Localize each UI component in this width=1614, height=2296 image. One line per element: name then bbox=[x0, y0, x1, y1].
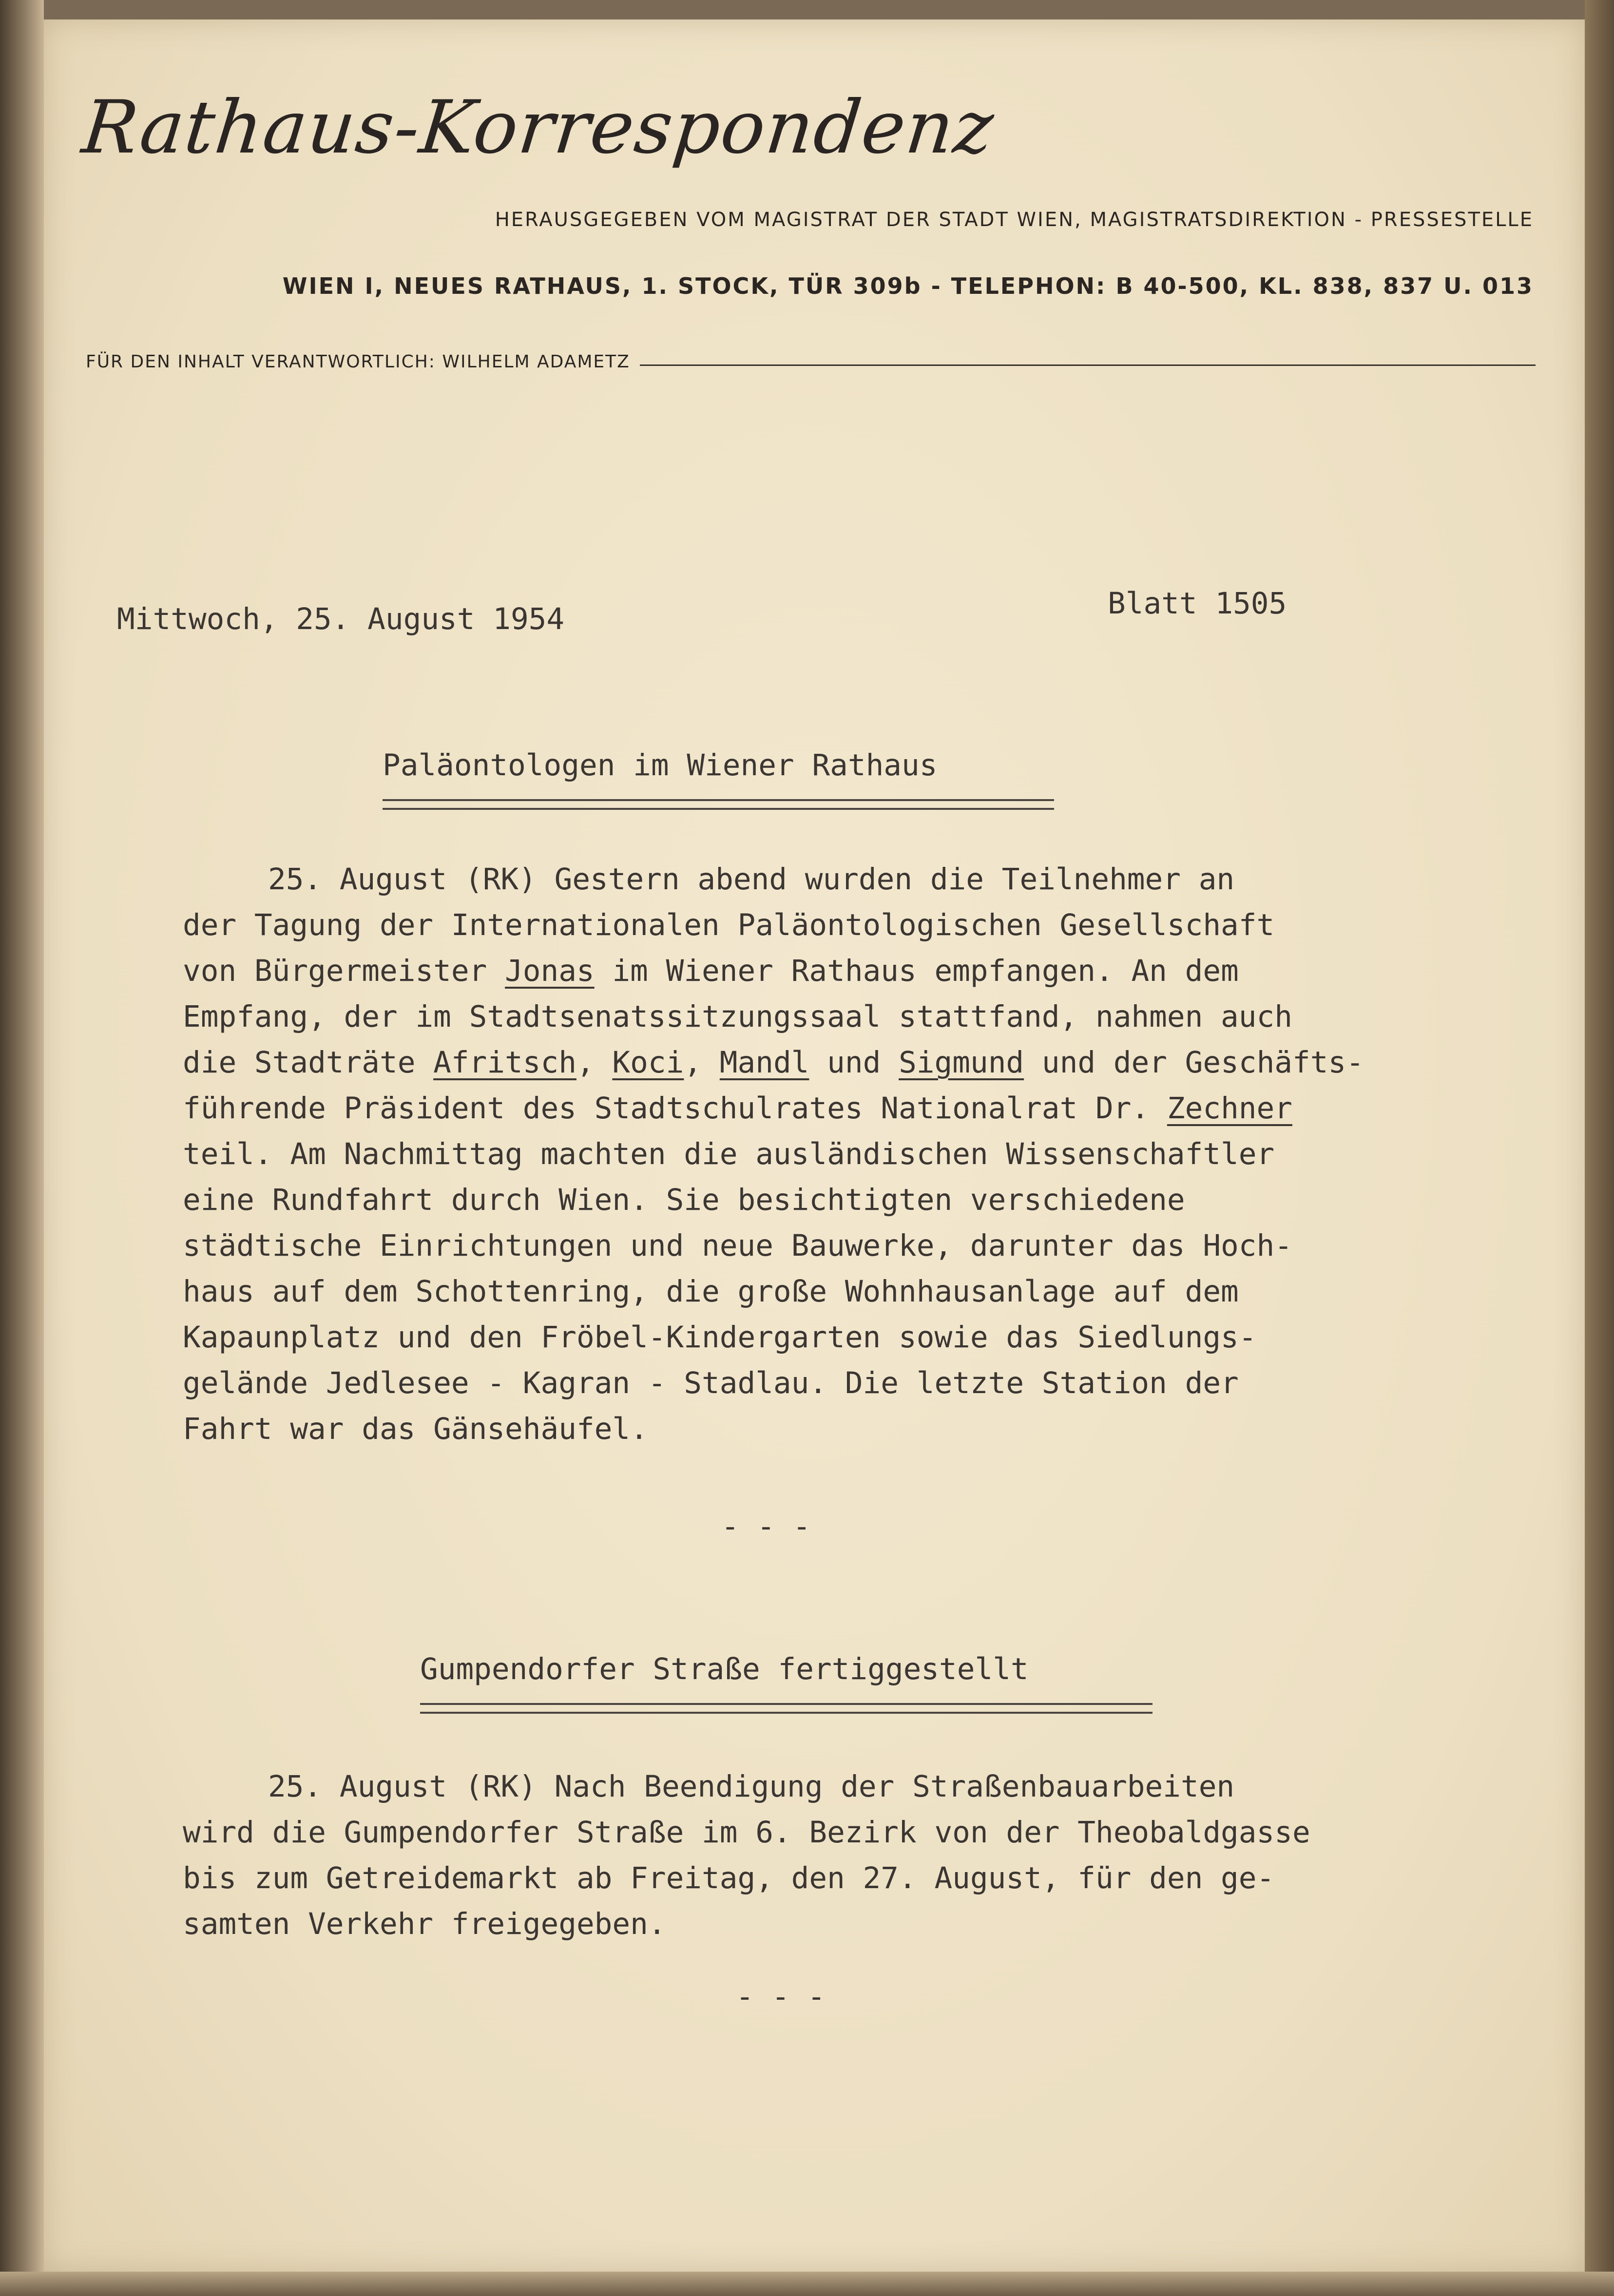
body-text: bis zum Getreidemarkt ab Freitag, den 27. August, für den ge- bbox=[183, 1861, 1275, 1895]
letterhead-address: WIEN I, NEUES RATHAUS, 1. STOCK, TÜR 309b - TELEPHON: B 40-500, KL. 838, 837 U. 013 bbox=[282, 273, 1534, 299]
body-text: teil. Am Nachmittag machten die ausländischen Wissenschaftler bbox=[183, 1137, 1275, 1171]
body-line bbox=[183, 1269, 1364, 1315]
underlined-name: Sigmund bbox=[899, 1045, 1024, 1080]
body-line bbox=[183, 1040, 1364, 1086]
body-line bbox=[183, 1406, 1364, 1452]
letterhead-rule bbox=[640, 364, 1536, 366]
body-text: , bbox=[684, 1045, 720, 1080]
body-line bbox=[183, 902, 1364, 948]
article-body bbox=[183, 857, 1364, 1452]
body-text: die Stadträte bbox=[183, 1045, 434, 1080]
article-headline: Paläontologen im Wiener Rathaus bbox=[383, 748, 938, 783]
body-line bbox=[183, 1315, 1364, 1360]
underlined-name: Koci bbox=[612, 1045, 684, 1080]
sheet-number: Blatt 1505 bbox=[1108, 586, 1287, 621]
body-text: wird die Gumpendorfer Straße im 6. Bezirk von der Theobaldgasse bbox=[183, 1815, 1310, 1850]
body-text: Empfang, der im Stadtsenatssitzungssaal stattfand, nahmen auch bbox=[183, 999, 1292, 1034]
underlined-name: Afritsch bbox=[433, 1045, 576, 1080]
article-end-mark: - - - bbox=[721, 1509, 811, 1544]
body-text: von Bürgermeister bbox=[183, 954, 505, 988]
body-line bbox=[183, 948, 1364, 994]
body-text: samten Verkehr freigegeben. bbox=[183, 1907, 666, 1941]
body-text: eine Rundfahrt durch Wien. Sie besichtigten verschiedene bbox=[183, 1183, 1185, 1217]
body-text: Fahrt war das Gänsehäufel. bbox=[183, 1412, 648, 1446]
body-text: haus auf dem Schottenring, die große Wohnhausanlage auf dem bbox=[183, 1274, 1239, 1309]
body-text: städtische Einrichtungen und neue Bauwerke, darunter das Hoch- bbox=[183, 1228, 1292, 1263]
headline-double-rule bbox=[420, 1703, 1153, 1714]
article-end-mark: - - - bbox=[736, 1979, 826, 2014]
headline-double-rule bbox=[383, 799, 1054, 810]
body-text: der Tagung der Internationalen Paläontologischen Gesellschaft bbox=[183, 908, 1275, 942]
bottom-page-edge bbox=[0, 2272, 1614, 2296]
body-text: Kapaunplatz und den Fröbel-Kindergarten sowie das Siedlungs- bbox=[183, 1320, 1257, 1355]
right-page-edge bbox=[1585, 0, 1614, 2296]
body-text: und bbox=[809, 1045, 899, 1080]
article-body bbox=[183, 1764, 1310, 1947]
body-line bbox=[183, 857, 1364, 902]
underlined-name: Zechner bbox=[1167, 1091, 1292, 1126]
body-line bbox=[183, 1810, 1310, 1856]
body-text: führende Präsident des Stadtschulrates Nationalrat Dr. bbox=[183, 1091, 1167, 1126]
body-line bbox=[183, 994, 1364, 1040]
letterhead-responsible: FÜR DEN INHALT VERANTWORTLICH: WILHELM ADAMETZ bbox=[86, 352, 630, 372]
letterhead-responsible-row bbox=[86, 343, 1536, 372]
body-text: gelände Jedlesee - Kagran - Stadlau. Die letzte Station der bbox=[183, 1366, 1239, 1400]
body-text: im Wiener Rathaus empfangen. An dem bbox=[594, 954, 1239, 988]
article-headline: Gumpendorfer Straße fertiggestellt bbox=[420, 1652, 1029, 1686]
body-line bbox=[183, 1131, 1364, 1177]
body-text: und der Geschäfts- bbox=[1024, 1045, 1364, 1080]
letterhead-publisher: HERAUSGEGEBEN VOM MAGISTRAT DER STADT WIEN, MAGISTRATSDIREKTION - PRESSESTELLE bbox=[495, 209, 1534, 231]
letterhead-title: Rathaus-Korrespondenz bbox=[78, 85, 999, 170]
body-text: 25. August (RK) Gestern abend wurden die Teilnehmer an bbox=[268, 862, 1235, 897]
body-line bbox=[183, 1901, 1310, 1947]
body-line bbox=[183, 1177, 1364, 1223]
body-text: , bbox=[576, 1045, 613, 1080]
underlined-name: Mandl bbox=[719, 1045, 809, 1080]
date-line: Mittwoch, 25. August 1954 bbox=[117, 602, 565, 636]
body-text: 25. August (RK) Nach Beendigung der Straßenbauarbeiten bbox=[268, 1769, 1235, 1804]
body-line bbox=[183, 1856, 1310, 1901]
body-line bbox=[183, 1086, 1364, 1131]
body-line bbox=[183, 1360, 1364, 1406]
body-line bbox=[183, 1223, 1364, 1269]
binding-edge bbox=[0, 0, 44, 2296]
underlined-name: Jonas bbox=[505, 954, 595, 988]
body-line bbox=[183, 1764, 1310, 1810]
